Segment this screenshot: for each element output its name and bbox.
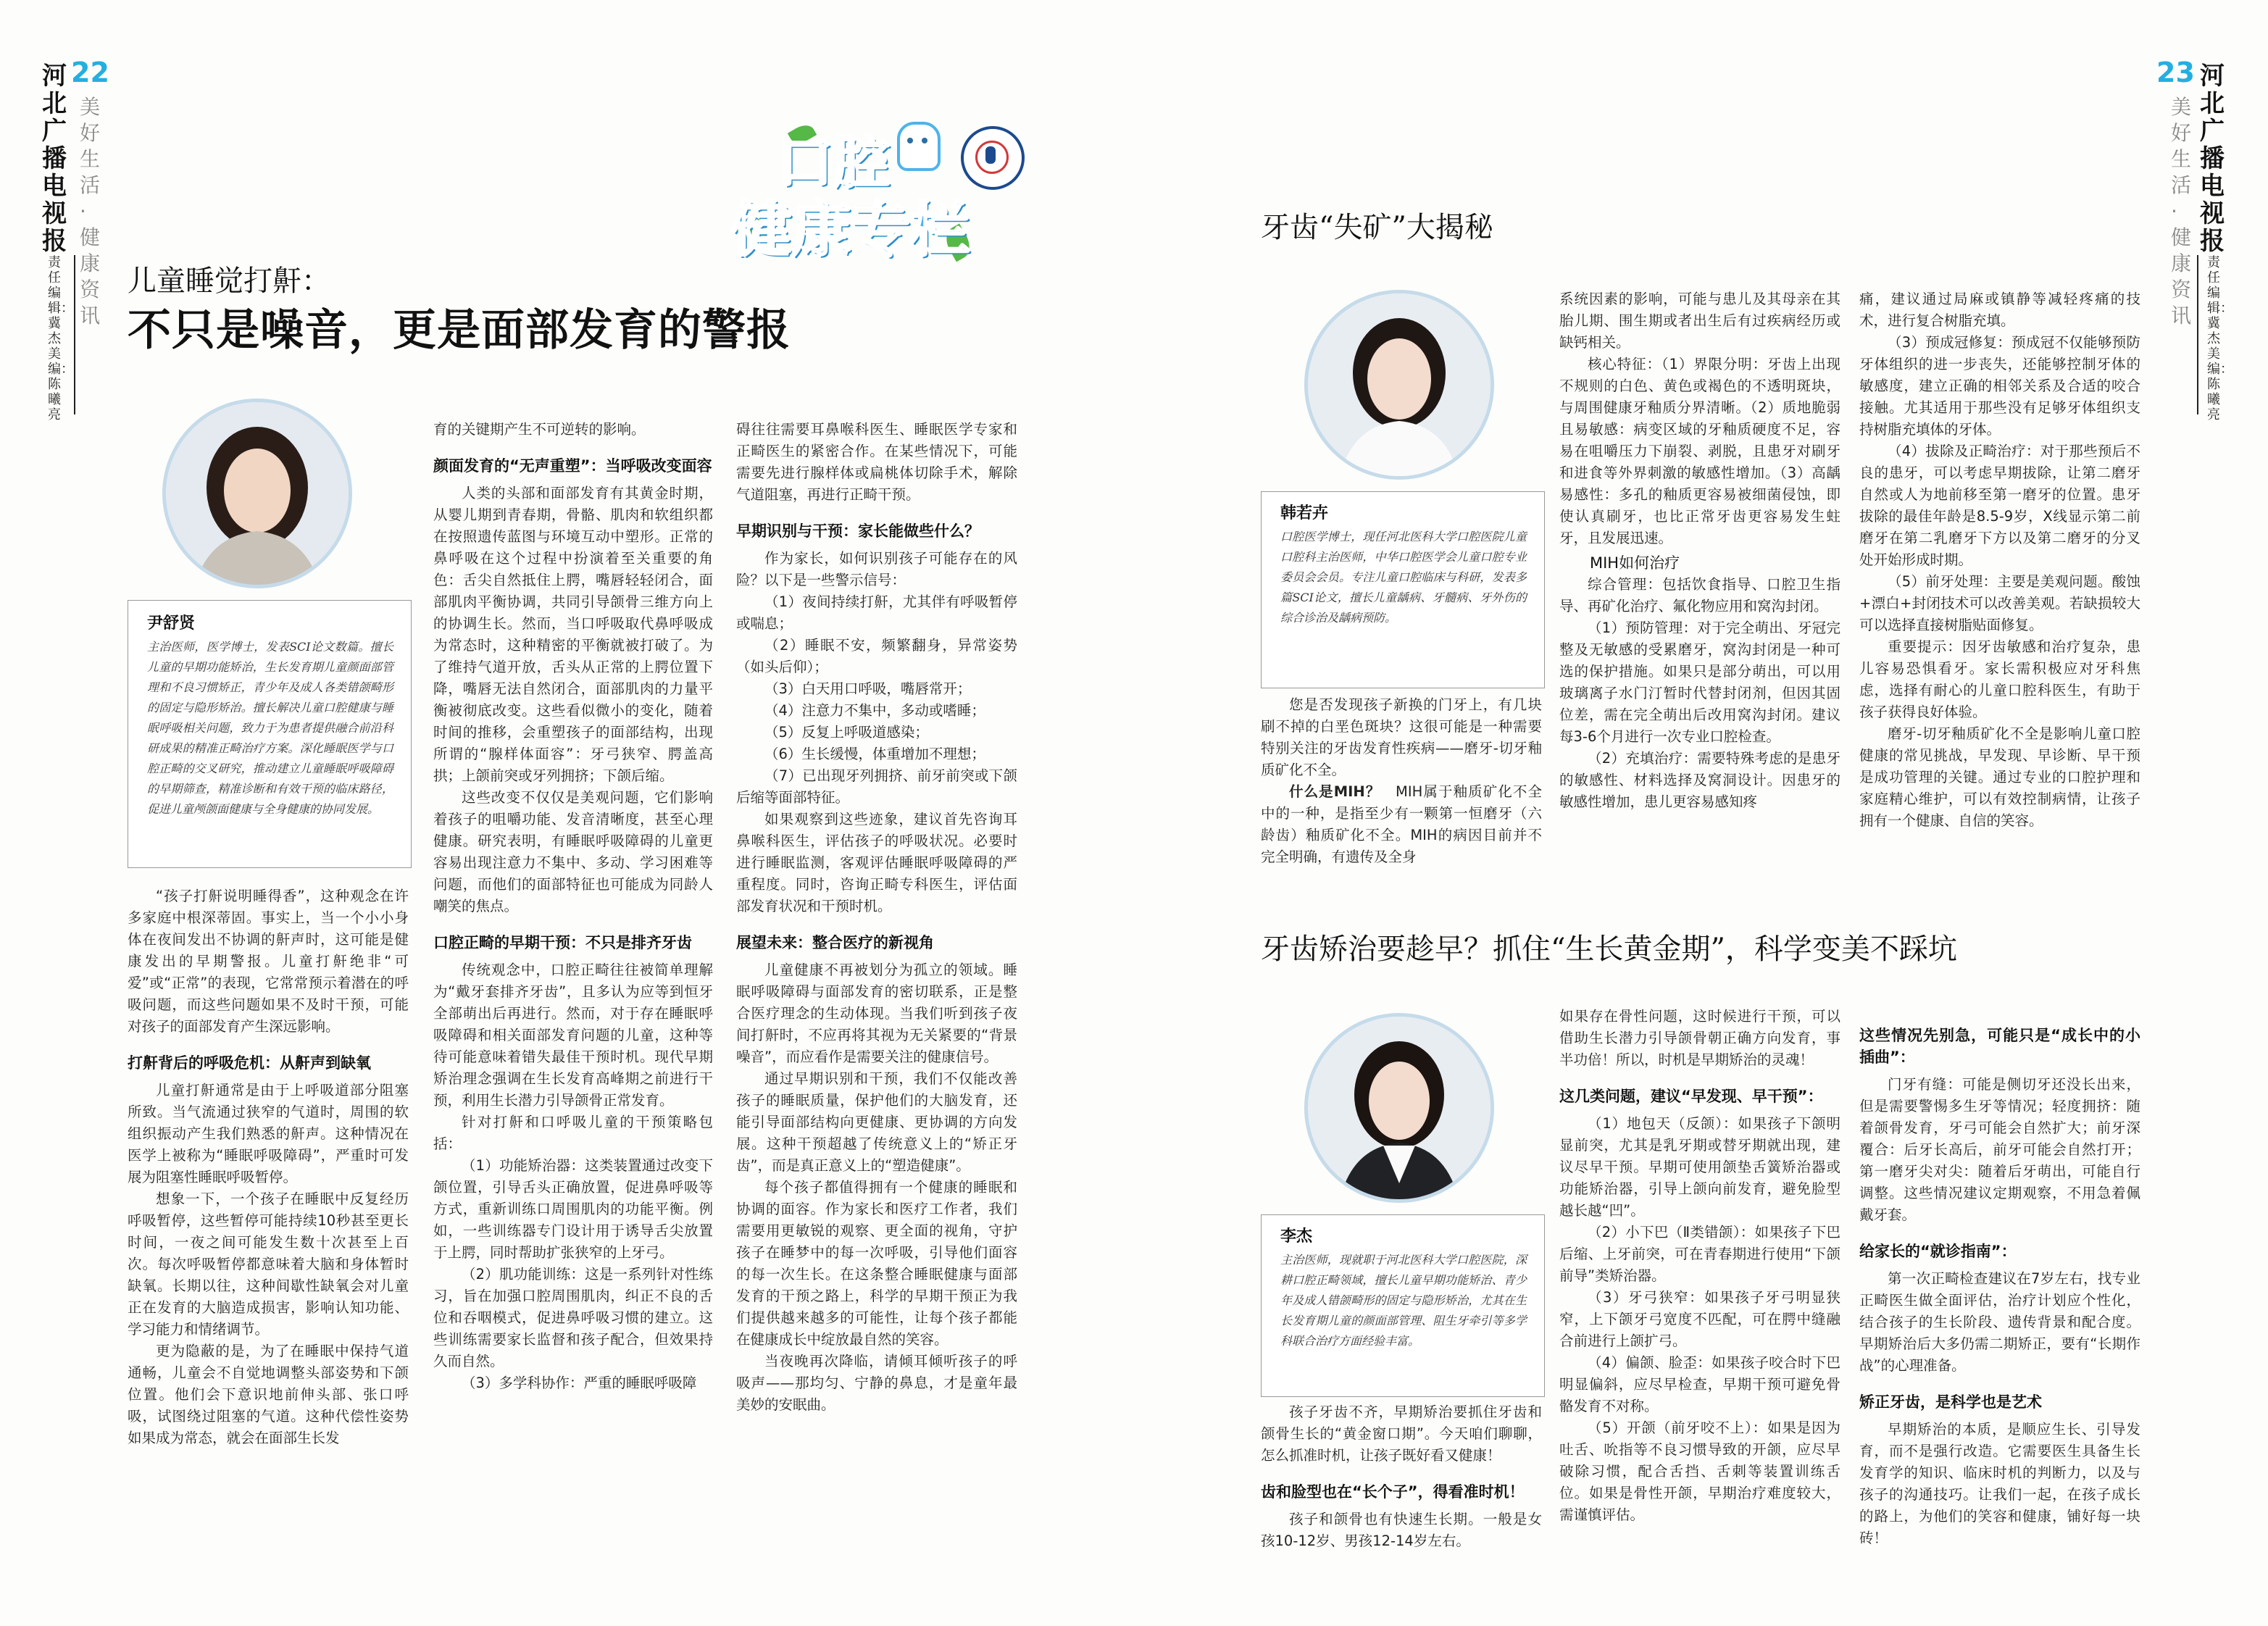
article2-column-1: [1261, 694, 1542, 875]
paragraph: 孩子和颌骨也有快速生长期。一般是女孩10-12岁、男孩12-14岁左右。: [1261, 1511, 1542, 1549]
paragraph: 更为隐蔽的是，为了在睡眠中保持气道通畅，儿童会不自觉地调整头部姿势和下颌位置。他们会下意识地前伸头部、张口呼吸，试图绕过阻塞的气道。这种代偿性姿势如果成为常态，就会在面部生长发: [128, 1343, 409, 1446]
left-page-number: 22: [71, 57, 109, 88]
author3-bio: 主治医师，现就职于河北医科大学口腔医院，深耕口腔正畸领域，擅长儿童早期功能矫治、青少年及成人错颌畸形的固定与隐形矫治，尤其在生长发育期儿童的颜面部管理、阻生牙牵引等多学科联合治疗方面经验丰富。: [1280, 1253, 1527, 1348]
logo-line-1: 口腔: [777, 130, 891, 196]
left-paper-name: 河北广播电视报: [42, 62, 67, 256]
author3-card: [1261, 1214, 1545, 1397]
article1-column-1: [128, 885, 409, 1610]
paragraph: 门牙有缝：可能是侧切牙还没长出来，但是需要警惕多生牙等情况；轻度拥挤：随着颌骨发育，牙弓可能会自然扩大；前牙深覆合：后牙长高后，前牙可能会自然打开；第一磨牙尖对尖：随着后牙萌出，可能自行调整。这些情况建议定期观察，不用急着佩戴牙套。: [1859, 1076, 2140, 1223]
paragraph: “孩子打鼾说明睡得香”，这种观念在许多家庭中根深蒂固。事实上，当一个小小身体在夜间发出不协调的鼾声时，这可能是健康发出的早期警报。儿童打鼾绝非“可爱”或“正常”的表现，它常常预示着潜在的呼吸问题，而这些问题如果不及时干预，可能对孩子的面部发育产生深远影响。: [128, 888, 409, 1035]
paragraph: （1）预防管理：对于完全萌出、牙冠完整及无敏感的受累磨牙，窝沟封闭是一种可选的保护措施。如果只是部分萌出，可以用玻璃离子水门汀暂时代替封闭剂，但因其固位差，需在完全萌出后改用窝沟封闭。建议每3-6个月进行一次专业口腔检查。: [1559, 620, 1840, 745]
paragraph: （3）多学科协作：严重的睡眠呼吸障: [462, 1375, 697, 1391]
paragraph: 儿童健康不再被划分为孤立的领域。睡眠呼吸障碍与面部发育的密切联系，正是整合医疗理念的生动体现。当我们听到孩子夜间打鼾时，不应再将其视为无关紧要的“背景噪音”，而应看作是需要关注的健康信号。: [736, 962, 1017, 1065]
paragraph: （4）注意力不集中，多动或嗜睡；: [764, 702, 985, 719]
paragraph: 痛，建议通过局麻或镇静等减轻疼痛的技术，进行复合树脂充填。: [1859, 291, 2140, 329]
logo-line-2: 健康专栏: [732, 196, 970, 264]
paragraph: 早期矫治的本质，是顺应生长、引导发育，而不是强行改造。它需要医生具备生长发育学的知识、临床时机的判断力，以及与孩子的沟通技巧。让我们一起，在孩子成长的路上，为他们的笑容和健康，铺好每一块砖！: [1859, 1421, 2140, 1546]
paragraph: 儿童打鼾通常是由于上呼吸道部分阻塞所致。当气流通过狭窄的气道时，周围的软组织振动产生我们熟悉的鼾声。这种情况在医学上被称为“睡眠呼吸障碍”，严重时可发展为阻塞性睡眠呼吸暂停。: [128, 1082, 409, 1185]
paragraph: （2）充填治疗：需要特殊考虑的是患牙的敏感性、材料选择及窝洞设计。因患牙的敏感性增加，患儿更容易感知疼: [1559, 750, 1840, 810]
subheading: 展望未来：整合医疗的新视角: [736, 934, 934, 951]
paragraph: 核心特征：（1）界限分明：牙齿上出现不规则的白色、黄色或褐色的不透明斑块，与周围健康牙釉质分界清晰。（2）质地脆弱且易敏感：病变区域的牙釉质硬度不足，容易在咀嚼压力下崩裂、剥脱，且患牙对刷牙和进食等外界刺激的敏感性增加。（3）高龋易感性：多孔的釉质更容易被细菌侵蚀，即使认真刷牙，也比正常牙齿更容易发生蛀牙，且发展迅速。: [1559, 356, 1840, 546]
paragraph: 每个孩子都值得拥有一个健康的睡眠和协调的面容。作为家长和医疗工作者，我们需要用更敏锐的观察、更全面的视角，守护孩子在睡梦中的每一次呼吸，引导他们面容的每一次生长。在这条整合睡眠健康与面部发育的干预之路上，科学的早期干预正为我们提供越来越多的可能性，让每个孩子都能在健康成长中绽放最自然的笑容。: [736, 1179, 1017, 1348]
author1-card: [128, 600, 412, 868]
author2-card: [1261, 491, 1545, 688]
author1-bio: 主治医师，医学博士，发表SCI论文数篇。擅长儿童的早期功能矫治，生长发育期儿童颜面部管理和不良习惯矫正，青少年及成人各类错颌畸形的固定与隐形矫治。擅长解决儿童口腔健康与睡眠呼吸相关问题，致力于为患者提供融合前沿科研成果的精准正畸治疗方案。深化睡眠医学与口腔正畸的交叉研究，推动建立儿童睡眠呼吸障碍的早期筛查，精准诊断和有效干预的临床路径，促进儿童颅颌面健康与全身健康的协同发展。: [147, 640, 393, 816]
article1-headline: 不只是噪音，更是面部发育的警报: [128, 305, 791, 356]
subheading: 早期识别与干预：家长能做些什么？: [736, 522, 980, 540]
paragraph: 第一次正畸检查建议在7岁左右，找专业正畸医生做全面评估，治疗计划应个性化，结合孩子的生长阶段、遗传背景和配合度。早期矫治后大多仍需二期矫正，要有“长期作战”的心理准备。: [1859, 1270, 2140, 1374]
left-section-name: 美好生活·健康资讯: [80, 95, 101, 328]
article2-column-3: [1859, 288, 2140, 875]
paragraph: 如果存在骨性问题，这时候进行干预，可以借助生长潜力引导颌骨朝正确方向发育，事半功倍！所以，时机是早期矫治的灵魂！: [1559, 1008, 1840, 1068]
paragraph: 通过早期识别和干预，我们不仅能改善孩子的睡眠质量，保护他们的大脑发育，还能引导面部结构向更健康、更协调的方向发展。这种干预超越了传统意义上的“矫正牙齿”，而是真正意义上的“塑造健康”。: [736, 1070, 1017, 1174]
paragraph: 如果观察到这些迹象，建议首先咨询耳鼻喉科医生，评估孩子的呼吸状况。必要时进行睡眠监测，客观评估睡眠呼吸障碍的严重程度。同时，咨询正畸专科医生，评估面部发育状况和干预时机。: [736, 811, 1017, 914]
paragraph: （1）地包天（反颌）：如果孩子下颌明显前突，尤其是乳牙期或替牙期就出现，建议尽早干预。早期可使用颌垫舌簧矫治器或功能矫治器，引导上颌向前发育，避免脸型越长越“凹”。: [1559, 1115, 1840, 1219]
subheading: 这些情况先别急，可能只是“成长中的小插曲”：: [1859, 1027, 2140, 1066]
subheading: 这几类问题，建议“早发现、早干预”：: [1559, 1088, 1823, 1105]
tooth-icon: [897, 122, 941, 171]
paragraph: 当夜晚再次降临，请倾耳倾听孩子的呼吸声——那均匀、宁静的鼻息，才是童年最美妙的安眠曲。: [736, 1353, 1017, 1413]
right-masthead-rule: [2197, 255, 2198, 414]
left-masthead-rule: [74, 255, 75, 414]
subheading: MIH如何治疗: [1590, 554, 1680, 572]
paragraph: （1）功能矫治器：这类装置通过改变下颌位置，引导舌头正确放置，促进鼻呼吸等方式，重新训练口周围肌肉的功能平衡。例如，一些训练器专门设计用于诱导舌尖放置于上腭，同时帮助扩张狭窄的上牙弓。: [433, 1157, 713, 1261]
paragraph: 重要提示：因牙齿敏感和治疗复杂，患儿容易恐惧看牙。家长需积极应对牙科焦虑，选择有耐心的儿童口腔科医生，有助于孩子获得良好体验。: [1859, 638, 2140, 720]
paragraph: （3）牙弓狭窄：如果孩子牙弓明显狭窄，上下颌牙弓宽度不匹配，可在腭中缝融合前进行上颌扩弓。: [1559, 1289, 1840, 1349]
subheading: 齿和脸型也在“长个子”，得看准时机！: [1261, 1483, 1525, 1501]
paragraph: （6）生长缓慢，体重增加不理想；: [764, 746, 985, 762]
paragraph: 这些改变不仅仅是美观问题，它们影响着孩子的咀嚼功能、发音清晰度，甚至心理健康。研究表明，有睡眠呼吸障碍的儿童更容易出现注意力不集中、多动、学习困难等问题，而他们的面部特征也可能成为同龄人嘲笑的焦点。: [433, 789, 713, 914]
paragraph: 作为家长，如何识别孩子可能存在的风险？以下是一些警示信号：: [736, 550, 1017, 588]
article2-headline: 牙齿“失矿”大揭秘: [1261, 211, 1493, 244]
article3-column-1: [1261, 1401, 1542, 1616]
paragraph: （3）白天用口呼吸，嘴唇常开；: [764, 680, 972, 697]
article2-column-2: [1559, 288, 1840, 875]
paragraph-continued: MIH属于釉质矿化不全中的一种，是指至少有一颗第一恒磨牙（六龄齿）釉质矿化不全。MIH的病因目前并不完全明确，有遗传及全身: [1261, 783, 1542, 865]
left-editors: 责任编辑：冀杰 美编：陈曦亮: [48, 255, 74, 422]
paragraph: （2）睡眠不安，频繁翻身，异常姿势（如头后仰）；: [736, 637, 1017, 675]
paragraph: 传统观念中，口腔正畸往往被简单理解为“戴牙套排齐牙齿”，且多认为应等到恒牙全部萌出后再进行。然而，对于存在睡眠呼吸障碍和相关面部发育问题的儿童，这种等待可能意味着错失最佳干预时机。现代早期矫治理念强调在生长发育高峰期之前进行干预，利用生长潜力引导颌骨正常发育。: [433, 962, 713, 1109]
article1-column-2: [433, 419, 713, 1610]
paragraph: （1）夜间持续打鼾，尤其伴有呼吸暂停或喘息；: [736, 593, 1017, 632]
right-paper-name: 河北广播电视报: [2200, 62, 2225, 256]
hospital-seal-icon: [961, 126, 1025, 190]
right-editors: 责任编辑：冀杰 美编：陈曦亮: [2207, 255, 2233, 422]
paragraph: 育的关键期产生不可逆转的影响。: [433, 421, 646, 438]
article3-headline: 牙齿矫治要趁早？抓住“生长黄金期”，科学变美不踩坑: [1261, 933, 1957, 966]
article1-column-3: [736, 419, 1017, 1610]
paragraph: 综合管理：包括饮食指导、口腔卫生指导、再矿化治疗、氟化物应用和窝沟封闭。: [1559, 576, 1840, 614]
author2-name: 韩若卉: [1280, 504, 1329, 522]
author2-photo: [1304, 290, 1494, 480]
article1-kicker: 儿童睡觉打鼾：: [128, 264, 330, 298]
paragraph: 孩子牙齿不齐，早期矫治要抓住牙齿和颌骨生长的“黄金窗口期”。今天咱们聊聊，怎么抓准时机，让孩子既好看又健康！: [1261, 1404, 1542, 1464]
right-section-name: 美好生活·健康资讯: [2171, 95, 2192, 328]
paragraph: 人类的头部和面部发育有其黄金时期，从婴儿期到青春期，骨骼、肌肉和软组织都在按照遗传蓝图与环境互动中塑形。正常的鼻呼吸在这个过程中扮演着至关重要的角色：舌尖自然抵住上腭，嘴唇轻轻闭合，面部肌肉平衡协调，共同引导颌骨三维方向上的协调生长。然而，当口呼吸取代鼻呼吸成为常态时，这种精密的平衡就被打破了。为了维持气道开放，舌头从正常的上腭位置下降，嘴唇无法自然闭合，面部肌肉的力量平衡被彻底改变。这些看似微小的变化，随着时间的推移，会重塑孩子的面部结构，出现所谓的“腺样体面容”：牙弓狭窄、腭盖高拱；上颌前突或牙列拥挤；下颌后缩。: [433, 485, 713, 784]
paragraph: （2）小下巴（Ⅱ类错颌）：如果孩子下巴后缩、上牙前突，可在青春期进行使用“下颌前导”类矫治器。: [1559, 1224, 1840, 1284]
oral-health-column-logo: [725, 116, 1000, 268]
paragraph: （5）开颌（前牙咬不上）：如果是因为吐舌、吮指等不良习惯导致的开颌，应尽早破除习惯，配合舌挡、舌刺等装置训练舌位。如果是骨性开颌，早期治疗难度较大，需谨慎评估。: [1559, 1419, 1840, 1523]
right-page-number: 23: [2156, 57, 2195, 88]
paragraph: 想象一下，一个孩子在睡眠中反复经历呼吸暂停，这些暂停可能持续10秒甚至更长时间，一夜之间可能发生数十次甚至上百次。每次呼吸暂停都意味着大脑和身体暂时缺氧。长期以往，这种间歇性缺氧会对儿童正在发育的大脑造成损害，影响认知功能、学习能力和情绪调节。: [128, 1191, 409, 1338]
paragraph: （2）肌功能训练：这是一系列针对性练习，旨在加强口腔周围肌肉，纠正不良的舌位和吞咽模式，促进鼻呼吸习惯的建立。这些训练需要家长监督和孩子配合，但效果持久而自然。: [433, 1266, 713, 1369]
inline-heading: 什么是MIH？: [1289, 783, 1381, 800]
author3-photo: [1304, 1013, 1494, 1203]
subheading: 口腔正畸的早期干预：不只是排齐牙齿: [433, 934, 692, 951]
author3-name: 李杰: [1280, 1227, 1313, 1246]
paragraph: （4）拔除及正畸治疗：对于那些预后不良的患牙，可以考虑早期拔除，让第二磨牙自然或人为地前移至第一磨牙的位置。患牙拔除的最佳年龄是8.5-9岁，X线显示第二前磨牙在第二乳磨牙下方以及第二磨牙的分叉处开始形成时期。: [1859, 443, 2140, 568]
article3-column-2: [1559, 1006, 1840, 1616]
article3-column-3: [1859, 1006, 2140, 1616]
author1-name: 尹舒贤: [147, 614, 196, 633]
paragraph: （7）已出现牙列拥挤、前牙前突或下颌后缩等面部特征。: [736, 767, 1017, 806]
paragraph: （5）前牙处理：主要是美观问题。酸蚀+漂白+封闭技术可以改善美观。若缺损较大可以选择直接树脂贴面修复。: [1859, 573, 2140, 633]
subheading: 矫正牙齿，是科学也是艺术: [1859, 1393, 2042, 1411]
author2-bio: 口腔医学博士，现任河北医科大学口腔医院儿童口腔科主治医师，中华口腔医学会儿童口腔专业委员会会员。专注儿童口腔临床与科研，发表多篇SCI论文，擅长儿童龋病、牙髓病、牙外伤的综合诊治及龋病预防。: [1280, 530, 1527, 625]
subheading: 颜面发育的“无声重塑”：当呼吸改变面容: [433, 457, 712, 475]
paragraph: 系统因素的影响，可能与患儿及其母亲在其胎儿期、围生期或者出生后有过疾病经历或缺钙相关。: [1559, 291, 1840, 351]
paragraph: 碍往往需要耳鼻喉科医生、睡眠医学专家和正畸医生的紧密合作。在某些情况下，可能需要先进行腺样体或扁桃体切除手术，解除气道阻塞，再进行正畸干预。: [736, 421, 1017, 503]
paragraph: （5）反复上呼吸道感染；: [764, 724, 929, 741]
paragraph: 针对打鼾和口呼吸儿童的干预策略包括：: [433, 1114, 713, 1152]
paragraph: 磨牙-切牙釉质矿化不全是影响儿童口腔健康的常见挑战，早发现、早诊断、早干预是成功管理的关键。通过专业的口腔护理和家庭精心维护，可以有效控制病情，让孩子拥有一个健康、自信的笑容。: [1859, 725, 2140, 829]
paragraph: （3）预成冠修复：预成冠不仅能够预防牙体组织的进一步丧失，还能够控制牙体的敏感度，建立正确的相邻关系及合适的咬合接触。尤其适用于那些没有足够牙体组织支持树脂充填体的牙体。: [1859, 334, 2140, 438]
paragraph: （4）偏颌、脸歪：如果孩子咬合时下巴明显偏斜，应尽早检查，早期干预可避免骨骼发育不对称。: [1559, 1354, 1840, 1414]
author1-photo: [162, 399, 352, 588]
subheading: 给家长的“就诊指南”：: [1859, 1243, 2017, 1260]
paragraph: 您是否发现孩子新换的门牙上，有几块刷不掉的白垩色斑块？这很可能是一种需要特别关注的牙齿发育性疾病——磨牙-切牙釉质矿化不全。: [1261, 696, 1542, 778]
subheading: 打鼾背后的呼吸危机：从鼾声到缺氧: [128, 1054, 371, 1072]
